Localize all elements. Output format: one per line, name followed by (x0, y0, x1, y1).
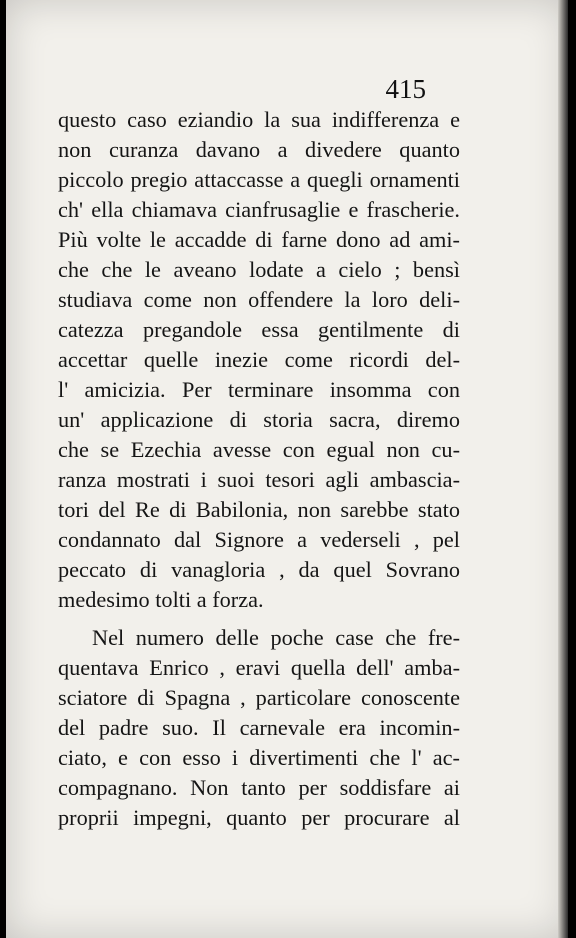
text-line: sciatore di Spagna , particolare conoscente (58, 685, 460, 710)
text-line: compagnano. Non tanto per soddisfare ai (58, 775, 460, 800)
text-line: studiava come non offendere la loro deli- (58, 287, 460, 312)
page-number: 415 (385, 74, 426, 104)
text-line: Più volte le accadde di farne dono ad ami- (58, 227, 460, 252)
text-line: piccolo pregio attaccasse a quegli ornamenti (58, 167, 460, 192)
text-line: ranza mostrati i suoi tesori agli ambascia- (58, 467, 460, 492)
paragraph-gap (58, 615, 460, 623)
text-line: ciato, e con esso i divertimenti che l' ac- (58, 745, 460, 770)
paragraph-1 (58, 105, 460, 615)
text-line: tori del Re di Babilonia, non sarebbe stato (58, 497, 460, 522)
body-text (58, 105, 460, 833)
book-page (6, 0, 568, 938)
text-line: un' applicazione di storia sacra, diremo (58, 407, 460, 432)
text-line: ch' ella chiamava cianfrusaglie e frascherie. (58, 197, 460, 222)
text-line: del padre suo. Il carnevale era incomin- (58, 715, 460, 740)
text-line: proprii impegni, quanto per procurare al (58, 805, 460, 830)
text-line: non curanza davano a divedere quanto (58, 137, 460, 162)
text-line: questo caso eziandio la sua indifferenza e (58, 107, 460, 132)
text-line: che se Ezechia avesse con egual non cu- (58, 437, 460, 462)
text-line: medesimo tolti a forza. (58, 587, 264, 612)
text-line: che che le aveano lodate a cielo ; bensì (58, 257, 460, 282)
paragraph-2 (58, 623, 460, 833)
text-line: peccato di vanagloria , da quel Sovrano (58, 557, 460, 582)
text-line: l' amicizia. Per terminare insomma con (58, 377, 460, 402)
text-line: Nel numero delle poche case che fre- (92, 625, 460, 650)
text-line: condannato dal Signore a vederseli , pel (58, 527, 460, 552)
page-edge-shadow (558, 0, 568, 938)
text-line: quentava Enrico , eravi quella dell' amba- (58, 655, 460, 680)
text-line: accettar quelle inezie come ricordi del- (58, 347, 460, 372)
text-line: catezza pregandole essa gentilmente di (58, 317, 460, 342)
